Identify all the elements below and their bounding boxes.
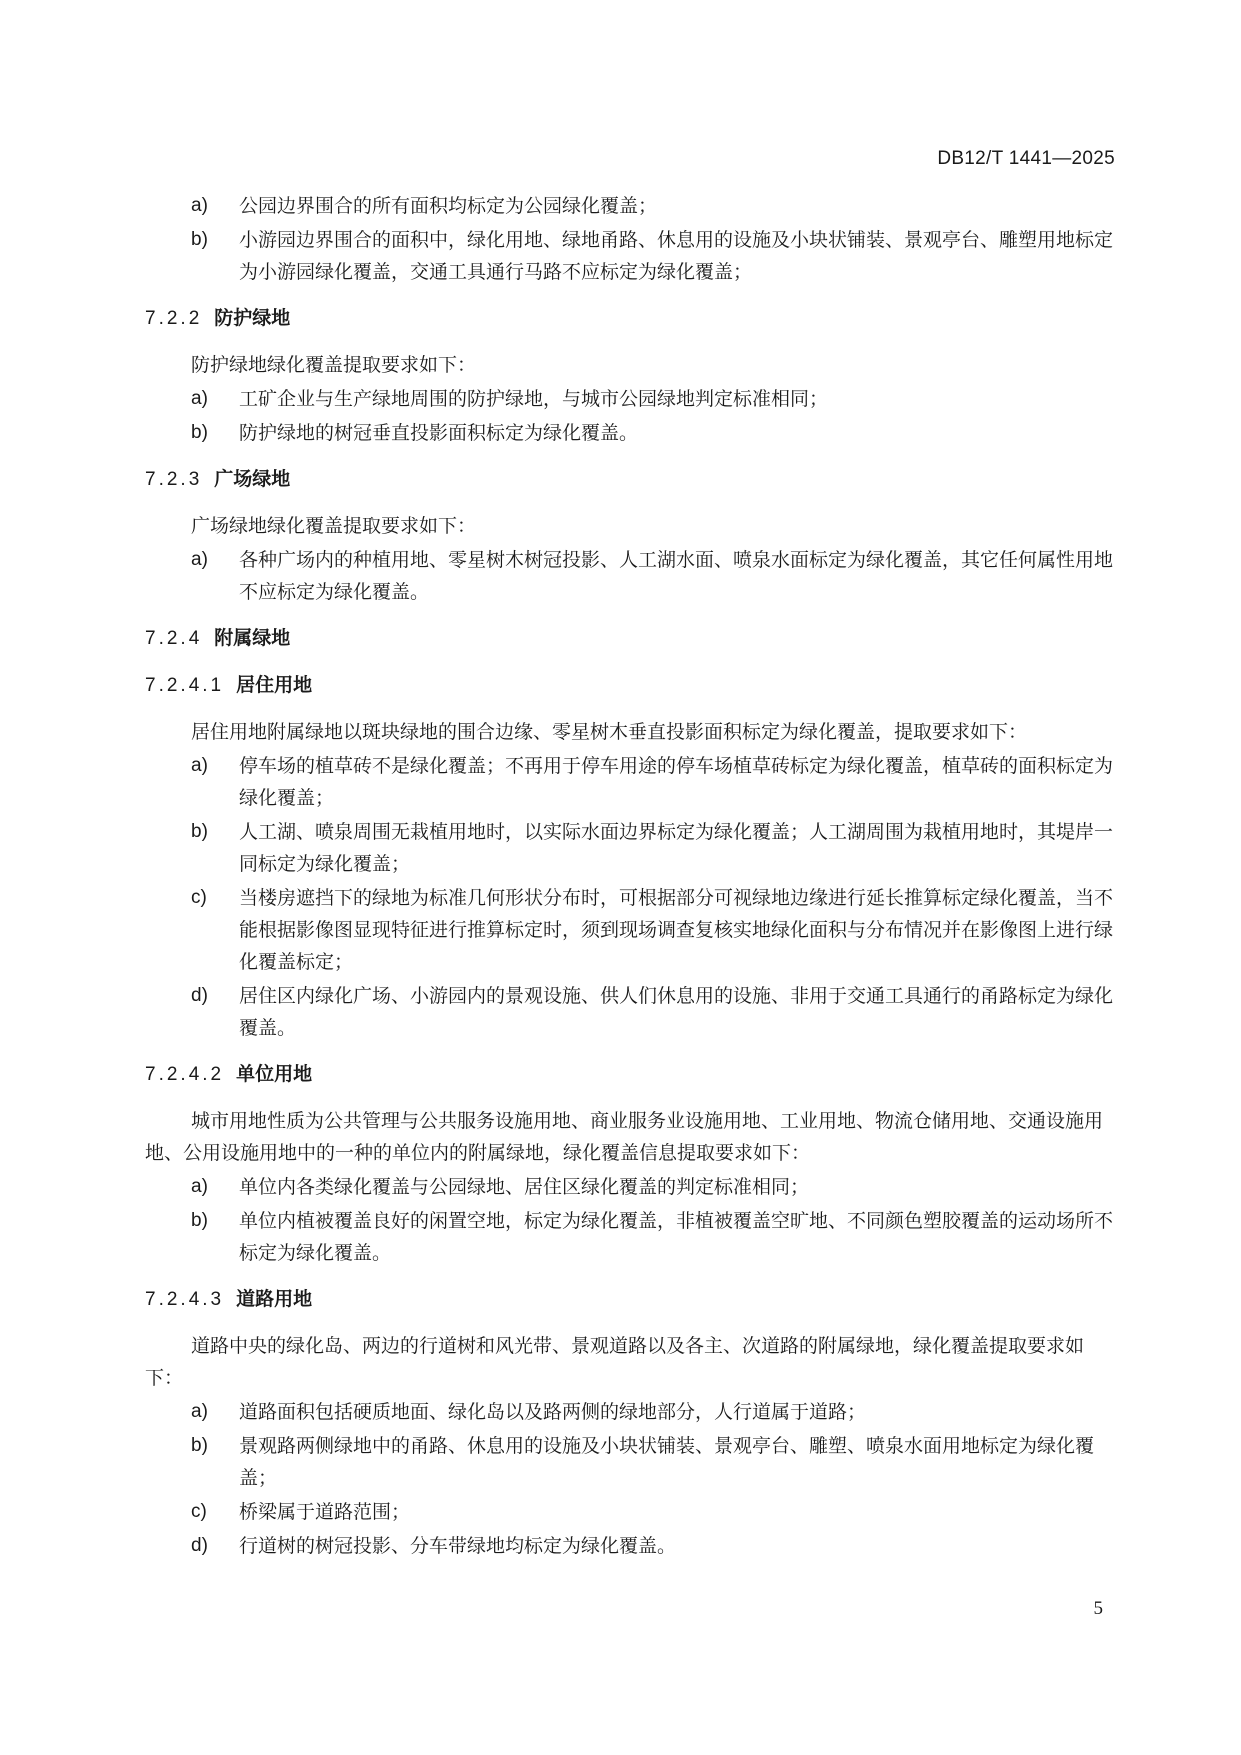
- list-item-text: 各种广场内的种植用地、零星树木树冠投影、人工湖水面、喷泉水面标定为绿化覆盖，其它任何属性用地不应标定为绿化覆盖。: [239, 549, 1114, 603]
- list-item: [145, 383, 1117, 415]
- section-number: 7.2.4.2: [145, 1064, 225, 1085]
- section-title: 居住用地: [236, 674, 313, 696]
- section-heading: [145, 302, 1117, 335]
- list-marker: d): [191, 1535, 208, 1556]
- list-item-text: 单位内各类绿化覆盖与公园绿地、居住区绿化覆盖的判定标准相同；: [239, 1176, 810, 1198]
- section-title: 广场绿地: [214, 468, 291, 490]
- list-marker: b): [191, 229, 208, 250]
- list-marker: b): [191, 821, 208, 842]
- section-heading: [145, 669, 1117, 702]
- section-number: 7.2.2: [145, 308, 203, 329]
- list-item-text: 桥梁属于道路范围；: [239, 1501, 411, 1523]
- list-marker: b): [191, 422, 208, 443]
- list-item-text: 人工湖、喷泉周围无栽植用地时，以实际水面边界标定为绿化覆盖；人工湖周围为栽植用地时，其堤岸一同标定为绿化覆盖；: [239, 821, 1114, 875]
- list-item: [145, 224, 1117, 288]
- list-marker: a): [191, 195, 208, 216]
- list-marker: a): [191, 549, 208, 570]
- section-title: 单位用地: [236, 1063, 313, 1085]
- list-item: [145, 1496, 1117, 1528]
- section-number: 7.2.4: [145, 628, 203, 649]
- list-item: [145, 1171, 1117, 1203]
- list-item-text: 行道树的树冠投影、分车带绿地均标定为绿化覆盖。: [239, 1535, 677, 1557]
- list-item: [145, 417, 1117, 449]
- list-marker: a): [191, 388, 208, 409]
- list-marker: c): [191, 887, 207, 908]
- intro-paragraph: 防护绿地绿化覆盖提取要求如下：: [191, 354, 477, 376]
- section-heading: [145, 1058, 1117, 1091]
- list-marker: a): [191, 1401, 208, 1422]
- list-item: [145, 882, 1117, 978]
- list-item-text: 单位内植被覆盖良好的闲置空地，标定为绿化覆盖，非植被覆盖空旷地、不同颜色塑胶覆盖的运动场所不标定为绿化覆盖。: [239, 1210, 1114, 1264]
- list-item: [145, 544, 1117, 608]
- section-number: 7.2.4.1: [145, 675, 225, 696]
- list-item-text: 景观路两侧绿地中的甬路、休息用的设施及小块状铺装、景观亭台、雕塑、喷泉水面用地标定为绿化覆盖；: [239, 1435, 1095, 1489]
- list-item-text: 小游园边界围合的面积中，绿化用地、绿地甬路、休息用的设施及小块状铺装、景观亭台、雕塑用地标定为小游园绿化覆盖，交通工具通行马路不应标定为绿化覆盖；: [239, 229, 1114, 283]
- list-item: [145, 1205, 1117, 1269]
- list-item-text: 居住区内绿化广场、小游园内的景观设施、供人们休息用的设施、非用于交通工具通行的甬路标定为绿化覆盖。: [239, 985, 1114, 1039]
- list-marker: c): [191, 1501, 207, 1522]
- list-item: [145, 1530, 1117, 1562]
- list-item: [145, 980, 1117, 1044]
- section-heading: [145, 622, 1117, 655]
- intro-paragraph: 居住用地附属绿地以斑块绿地的围合边缘、零星树木垂直投影面积标定为绿化覆盖，提取要求如下：: [191, 721, 1028, 743]
- list-item: [145, 750, 1117, 814]
- section-title: 防护绿地: [214, 307, 291, 329]
- section-number: 7.2.3: [145, 469, 203, 490]
- document-code-header: DB12/T 1441—2025: [937, 148, 1115, 169]
- list-marker: b): [191, 1210, 208, 1231]
- intro-paragraph: 城市用地性质为公共管理与公共服务设施用地、商业服务业设施用地、工业用地、物流仓储用地、交通设施用地、公用设施用地中的一种的单位内的附属绿地，绿化覆盖信息提取要求如下：: [145, 1110, 1104, 1164]
- intro-paragraph: 广场绿地绿化覆盖提取要求如下：: [191, 515, 477, 537]
- list-item: [145, 190, 1117, 222]
- list-item: [145, 1396, 1117, 1428]
- section-title: 附属绿地: [214, 627, 291, 649]
- list-marker: a): [191, 1176, 208, 1197]
- list-marker: d): [191, 985, 208, 1006]
- section-number: 7.2.4.3: [145, 1289, 225, 1310]
- document-body: [145, 190, 1117, 1564]
- section-heading: [145, 1283, 1117, 1316]
- list-item-text: 公园边界围合的所有面积均标定为公园绿化覆盖；: [239, 195, 658, 217]
- page-number: 5: [1093, 1598, 1103, 1619]
- intro-paragraph: 道路中央的绿化岛、两边的行道树和风光带、景观道路以及各主、次道路的附属绿地，绿化覆盖提取要求如下：: [145, 1335, 1085, 1389]
- list-item-text: 停车场的植草砖不是绿化覆盖；不再用于停车用途的停车场植草砖标定为绿化覆盖，植草砖的面积标定为绿化覆盖；: [239, 755, 1114, 809]
- list-item-text: 工矿企业与生产绿地周围的防护绿地，与城市公园绿地判定标准相同；: [239, 388, 829, 410]
- list-item-text: 防护绿地的树冠垂直投影面积标定为绿化覆盖。: [239, 422, 639, 444]
- list-item-text: 当楼房遮挡下的绿地为标准几何形状分布时，可根据部分可视绿地边缘进行延长推算标定绿化覆盖，当不能根据影像图显现特征进行推算标定时，须到现场调查复核实地绿化面积与分布情况并在影像图上进行绿化覆盖标定；: [239, 887, 1114, 973]
- list-item: [145, 1430, 1117, 1494]
- list-item: [145, 816, 1117, 880]
- section-title: 道路用地: [236, 1288, 313, 1310]
- list-item-text: 道路面积包括硬质地面、绿化岛以及路两侧的绿地部分，人行道属于道路；: [239, 1401, 867, 1423]
- list-marker: b): [191, 1435, 208, 1456]
- section-heading: [145, 463, 1117, 496]
- list-marker: a): [191, 755, 208, 776]
